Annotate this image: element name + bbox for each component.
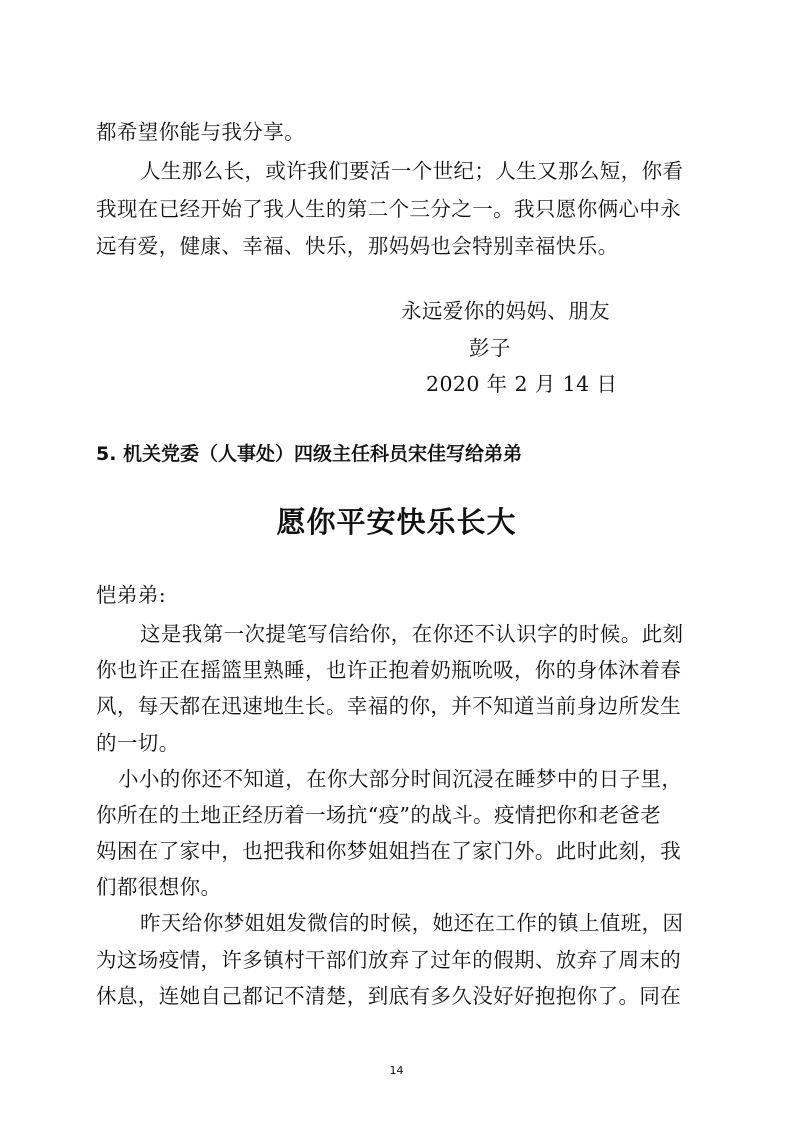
letter-line: 风，每天都在迅速地生长。幸福的你，并不知道当前身边所发生	[96, 694, 682, 718]
signature-closing: 永远爱你的妈妈、朋友	[401, 299, 610, 323]
letter-line: 的一切。	[96, 731, 180, 755]
signature-name: 彭子	[469, 336, 511, 360]
letter-line: 们都很想你。	[96, 875, 222, 899]
page-number: 14	[389, 1064, 404, 1077]
letter-line: 你所在的土地正经历着一场抗“疫”的战斗。疫情把你和老爸老	[96, 803, 662, 827]
prev-letter-line: 我现在已经开始了我人生的第二个三分之一。我只愿你俩心中永	[96, 197, 682, 221]
letter-line: 小小的你还不知道，在你大部分时间沉浸在睡梦中的日子里，	[118, 767, 683, 791]
letter-line: 你也许正在摇篮里熟睡，也许正抱着奶瓶吮吸，你的身体沐着春	[96, 658, 682, 682]
prev-letter-line: 人生那么长，或许我们要活一个世纪；人生又那么短，你看	[140, 159, 684, 183]
section-heading: 5. 机关党委（人事处）四级主任科员宋佳写给弟弟	[96, 443, 523, 465]
letter-salutation: 恺弟弟:	[96, 583, 167, 607]
letter-line: 休息，连她自己都记不清楚，到底有多久没好好抱抱你了。同在	[96, 984, 682, 1008]
letter-line: 妈困在了家中，也把我和你梦姐姐挡在了家门外。此时此刻，我	[96, 839, 682, 863]
prev-letter-line: 远有爱，健康、幸福、快乐，那妈妈也会特别幸福快乐。	[96, 234, 619, 258]
letter-line: 为这场疫情，许多镇村干部们放弃了过年的假期、放弃了周末的	[96, 948, 682, 972]
letter-line: 这是我第一次提笔写信给你，在你还不认识字的时候。此刻	[140, 622, 684, 646]
letter-title: 愿你平安快乐长大	[276, 505, 517, 539]
prev-letter-line: 都希望你能与我分享。	[96, 120, 305, 144]
letter-line: 昨天给你梦姐姐发微信的时候，她还在工作的镇上值班，因	[140, 911, 684, 935]
signature-date: 2020 年 2 月 14 日	[426, 372, 618, 396]
